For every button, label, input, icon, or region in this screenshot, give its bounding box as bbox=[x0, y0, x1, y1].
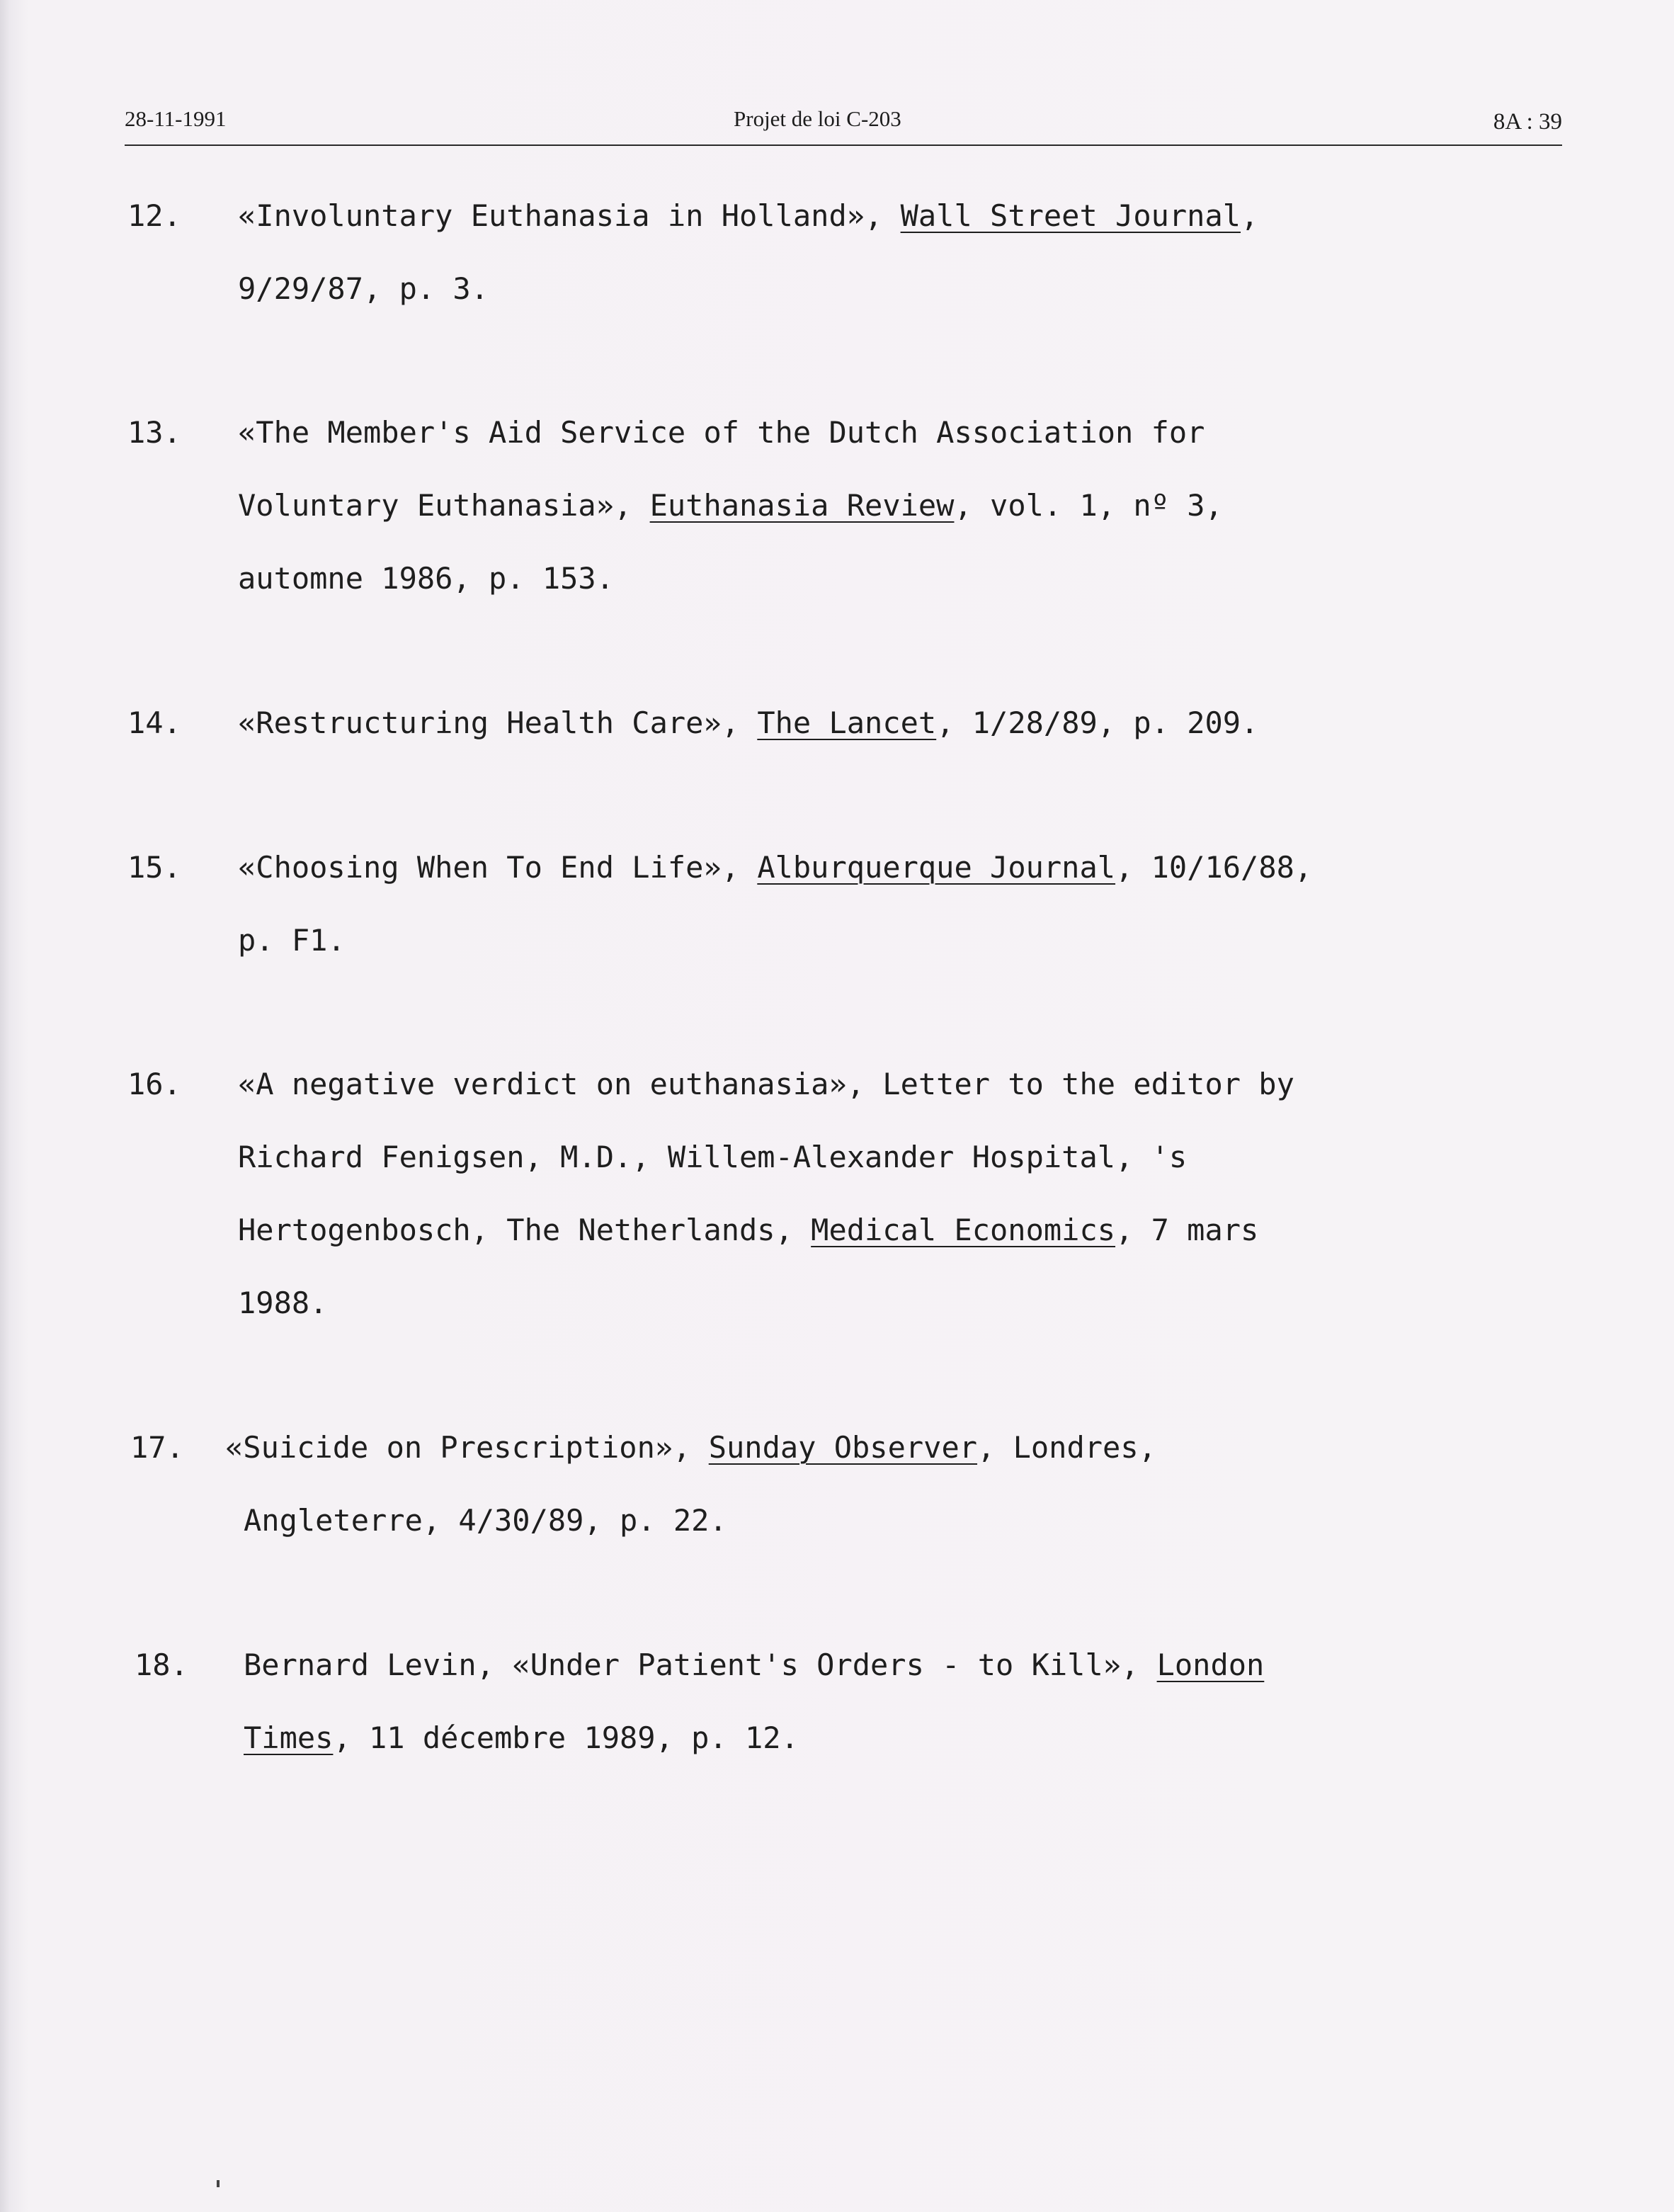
entry-number: 18. bbox=[135, 1647, 188, 1682]
publication-title: Medical Economics bbox=[811, 1213, 1116, 1247]
publication-title: The Lancet bbox=[757, 705, 937, 740]
publication-title: Sunday Observer bbox=[708, 1430, 978, 1465]
entry-number: 12. bbox=[127, 198, 181, 233]
entry-line: p. F1. bbox=[238, 923, 346, 958]
entry-line bbox=[238, 705, 1258, 741]
entry-text: , 10/16/88, bbox=[1115, 850, 1313, 885]
entry-number: 14. bbox=[127, 705, 181, 740]
entry-line bbox=[225, 1430, 1156, 1465]
entry-text: , vol. 1, nº 3, bbox=[954, 488, 1223, 523]
entry-line: 9/29/87, p. 3. bbox=[238, 271, 489, 306]
entry-text: «Suicide on Prescription», bbox=[225, 1430, 709, 1465]
entry-number: 17. bbox=[130, 1430, 184, 1465]
header-title: Projet de loi C-203 bbox=[734, 106, 901, 131]
entry-text: Hertogenbosch, The Netherlands, bbox=[238, 1213, 812, 1247]
entry-line: Angleterre, 4/30/89, p. 22. bbox=[244, 1503, 727, 1538]
entry-text: , 11 décembre 1989, p. 12. bbox=[333, 1720, 799, 1755]
entry-text: , bbox=[1241, 198, 1259, 233]
publication-title: London bbox=[1156, 1647, 1265, 1682]
entry-line bbox=[238, 198, 1258, 234]
publication-title: Alburquerque Journal bbox=[757, 850, 1116, 885]
publication-title: Euthanasia Review bbox=[649, 488, 955, 523]
entry-text: , Londres, bbox=[977, 1430, 1156, 1465]
header-rule bbox=[125, 144, 1562, 146]
entry-text: , 7 mars bbox=[1115, 1213, 1259, 1247]
entry-text: , 1/28/89, p. 209. bbox=[936, 705, 1259, 740]
entry-line bbox=[244, 1720, 799, 1756]
entry-line bbox=[244, 1647, 1264, 1683]
entry-line: «A negative verdict on euthanasia», Letter to the editor by bbox=[238, 1067, 1294, 1101]
entry-number: 15. bbox=[127, 850, 181, 885]
entry-line bbox=[238, 850, 1312, 885]
entry-line: automne 1986, p. 153. bbox=[238, 561, 615, 596]
entry-text: «Choosing When To End Life», bbox=[238, 850, 758, 885]
entry-text: «Involuntary Euthanasia in Holland», bbox=[238, 198, 901, 233]
header-page-number: 8A : 39 bbox=[1493, 109, 1562, 135]
publication-title: Wall Street Journal bbox=[900, 198, 1241, 233]
entry-number: 16. bbox=[127, 1067, 181, 1101]
scan-speck bbox=[217, 2180, 220, 2187]
publication-title: Times bbox=[244, 1720, 334, 1755]
header-date: 28-11-1991 bbox=[125, 106, 227, 131]
entry-text: Voluntary Euthanasia», bbox=[238, 488, 650, 523]
entry-line bbox=[238, 488, 1223, 523]
entry-line: «The Member's Aid Service of the Dutch Association for bbox=[238, 415, 1205, 450]
entry-number: 13. bbox=[127, 415, 181, 450]
entry-text: «Restructuring Health Care», bbox=[238, 705, 758, 740]
entry-line: 1988. bbox=[238, 1286, 328, 1320]
entry-line: Richard Fenigsen, M.D., Willem-Alexander Hospital, 's bbox=[238, 1140, 1188, 1174]
page-header bbox=[125, 106, 1562, 143]
entry-text: Bernard Levin, «Under Patient's Orders - to Kill», bbox=[244, 1647, 1157, 1682]
entry-line bbox=[238, 1213, 1258, 1248]
